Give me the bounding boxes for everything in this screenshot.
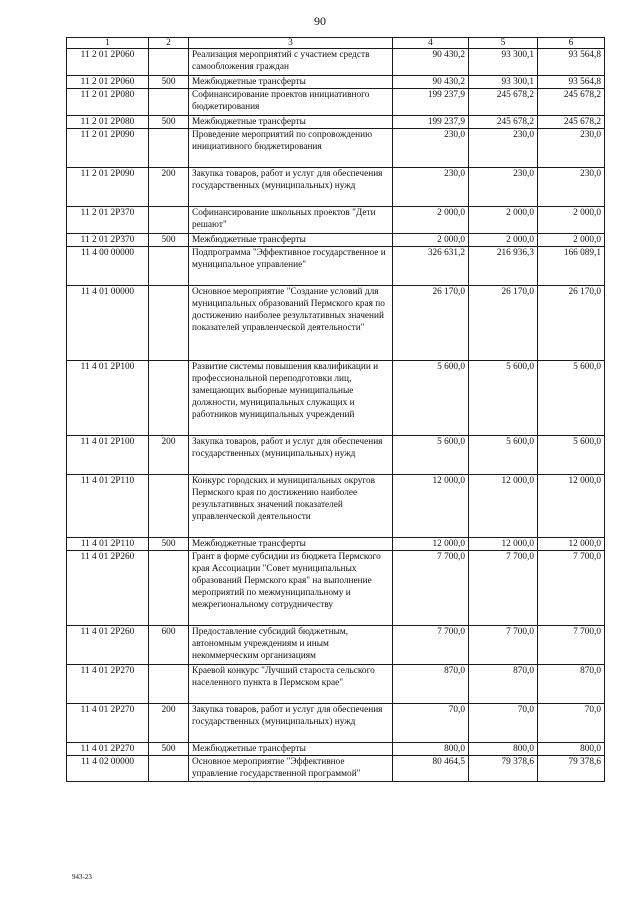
amount-year-2-cell: 2 000,0	[469, 207, 538, 234]
budget-code-cell: 11 2 01 2P090	[67, 168, 149, 207]
table-row	[67, 286, 605, 361]
table-row	[67, 207, 605, 234]
item-name-cell: Подпрограмма "Эффективное государственное и муниципальное управление"	[189, 247, 393, 286]
expense-type-cell	[149, 361, 189, 436]
amount-year-1-cell: 5 600,0	[393, 436, 469, 475]
item-name-cell: Основное мероприятие "Создание условий для муниципальных образований Пермского края по достижению наиболее результативных значений показателей управленческой деятельности"	[189, 286, 393, 361]
amount-year-1-cell: 90 430,2	[393, 76, 469, 89]
amount-year-1-cell: 199 237,9	[393, 116, 469, 129]
expense-type-cell: 200	[149, 704, 189, 743]
amount-year-2-cell: 216 936,3	[469, 247, 538, 286]
amount-year-2-cell: 7 700,0	[469, 626, 538, 665]
expense-type-cell	[149, 89, 189, 116]
amount-year-3-cell: 79 378,6	[538, 756, 605, 782]
budget-code-cell: 11 4 01 2P260	[67, 626, 149, 665]
amount-year-2-cell: 230,0	[469, 168, 538, 207]
table-row	[67, 704, 605, 743]
amount-year-1-cell: 326 631,2	[393, 247, 469, 286]
budget-code-cell: 11 4 01 2P270	[67, 743, 149, 756]
expense-type-cell	[149, 49, 189, 76]
column-header: 2	[149, 38, 189, 49]
budget-code-cell: 11 4 00 00000	[67, 247, 149, 286]
item-name-cell: Развитие системы повышения квалификации и профессиональной переподготовки лиц, замещающих выборные муниципальные должности, муниципальных служащих и работников муниципальных учреждений	[189, 361, 393, 436]
amount-year-1-cell: 90 430,2	[393, 49, 469, 76]
item-name-cell: Межбюджетные трансферты	[189, 743, 393, 756]
item-name-cell: Межбюджетные трансферты	[189, 234, 393, 247]
column-header: 5	[469, 38, 538, 49]
amount-year-1-cell: 12 000,0	[393, 475, 469, 538]
item-name-cell: Закупка товаров, работ и услуг для обеспечения государственных (муниципальных) нужд	[189, 704, 393, 743]
budget-code-cell: 11 2 01 2P060	[67, 76, 149, 89]
budget-code-cell: 11 2 01 2P370	[67, 207, 149, 234]
amount-year-2-cell: 79 378,6	[469, 756, 538, 782]
amount-year-2-cell: 230,0	[469, 129, 538, 168]
item-name-cell: Проведение мероприятий по сопровождению инициативного бюджетирования	[189, 129, 393, 168]
amount-year-1-cell: 2 000,0	[393, 234, 469, 247]
amount-year-1-cell: 2 000,0	[393, 207, 469, 234]
table-header-row	[67, 38, 605, 49]
amount-year-2-cell: 245 678,2	[469, 116, 538, 129]
amount-year-3-cell: 7 700,0	[538, 626, 605, 665]
expense-type-cell	[149, 551, 189, 626]
amount-year-3-cell: 12 000,0	[538, 475, 605, 538]
table-row	[67, 116, 605, 129]
amount-year-2-cell: 5 600,0	[469, 436, 538, 475]
table-row	[67, 247, 605, 286]
amount-year-3-cell: 93 564,8	[538, 49, 605, 76]
amount-year-1-cell: 26 170,0	[393, 286, 469, 361]
table-row	[67, 475, 605, 538]
amount-year-3-cell: 230,0	[538, 129, 605, 168]
amount-year-3-cell: 70,0	[538, 704, 605, 743]
amount-year-3-cell: 166 089,1	[538, 247, 605, 286]
budget-code-cell: 11 4 01 2P100	[67, 436, 149, 475]
table-row	[67, 743, 605, 756]
table-row	[67, 361, 605, 436]
budget-code-cell: 11 2 01 2P080	[67, 89, 149, 116]
item-name-cell: Грант в форме субсидии из бюджета Пермского края Ассоциации "Совет муниципальных образований Пермского края" на выполнение мероприятий по межмуниципальному и межрегиональному сотрудничеству	[189, 551, 393, 626]
amount-year-3-cell: 2 000,0	[538, 207, 605, 234]
amount-year-2-cell: 12 000,0	[469, 538, 538, 551]
column-header: 6	[538, 38, 605, 49]
budget-code-cell: 11 2 01 2P090	[67, 129, 149, 168]
budget-code-cell: 11 4 01 2P100	[67, 361, 149, 436]
amount-year-3-cell: 93 564,8	[538, 76, 605, 89]
item-name-cell: Краевой конкурс "Лучший староста сельского населенного пункта в Пермском крае"	[189, 665, 393, 704]
budget-code-cell: 11 4 01 2P110	[67, 475, 149, 538]
table-row	[67, 49, 605, 76]
expense-type-cell	[149, 475, 189, 538]
expense-type-cell: 500	[149, 234, 189, 247]
item-name-cell: Закупка товаров, работ и услуг для обеспечения государственных (муниципальных) нужд	[189, 436, 393, 475]
amount-year-2-cell: 800,0	[469, 743, 538, 756]
amount-year-3-cell: 245 678,2	[538, 89, 605, 116]
table-row	[67, 76, 605, 89]
budget-code-cell: 11 2 01 2P080	[67, 116, 149, 129]
amount-year-2-cell: 93 300,1	[469, 49, 538, 76]
amount-year-3-cell: 7 700,0	[538, 551, 605, 626]
table-row	[67, 168, 605, 207]
amount-year-2-cell: 26 170,0	[469, 286, 538, 361]
amount-year-1-cell: 80 464,5	[393, 756, 469, 782]
expense-type-cell	[149, 247, 189, 286]
table-row	[67, 551, 605, 626]
table-row	[67, 756, 605, 782]
item-name-cell: Закупка товаров, работ и услуг для обеспечения государственных (муниципальных) нужд	[189, 168, 393, 207]
amount-year-3-cell: 5 600,0	[538, 436, 605, 475]
amount-year-2-cell: 870,0	[469, 665, 538, 704]
table-row	[67, 626, 605, 665]
expense-type-cell: 600	[149, 626, 189, 665]
budget-code-cell: 11 4 01 2P110	[67, 538, 149, 551]
column-header: 4	[393, 38, 469, 49]
amount-year-2-cell: 7 700,0	[469, 551, 538, 626]
expense-type-cell: 500	[149, 743, 189, 756]
expense-type-cell: 500	[149, 76, 189, 89]
amount-year-2-cell: 245 678,2	[469, 89, 538, 116]
amount-year-1-cell: 800,0	[393, 743, 469, 756]
table-row	[67, 129, 605, 168]
amount-year-3-cell: 870,0	[538, 665, 605, 704]
amount-year-1-cell: 199 237,9	[393, 89, 469, 116]
amount-year-1-cell: 7 700,0	[393, 551, 469, 626]
item-name-cell: Предоставление субсидий бюджетным, автономным учреждениям и иным некоммерческим организациям	[189, 626, 393, 665]
item-name-cell: Межбюджетные трансферты	[189, 76, 393, 89]
amount-year-2-cell: 5 600,0	[469, 361, 538, 436]
expense-type-cell	[149, 207, 189, 234]
amount-year-2-cell: 93 300,1	[469, 76, 538, 89]
amount-year-1-cell: 70,0	[393, 704, 469, 743]
budget-code-cell: 11 4 02 00000	[67, 756, 149, 782]
expense-type-cell: 500	[149, 116, 189, 129]
expense-type-cell	[149, 665, 189, 704]
table-row	[67, 538, 605, 551]
expense-type-cell	[149, 756, 189, 782]
expense-type-cell	[149, 286, 189, 361]
budget-code-cell: 11 4 01 2P270	[67, 704, 149, 743]
page-number: 90	[314, 14, 326, 28]
amount-year-3-cell: 245 678,2	[538, 116, 605, 129]
budget-code-cell: 11 4 01 00000	[67, 286, 149, 361]
item-name-cell: Межбюджетные трансферты	[189, 538, 393, 551]
item-name-cell: Межбюджетные трансферты	[189, 116, 393, 129]
amount-year-3-cell: 800,0	[538, 743, 605, 756]
budget-table	[66, 37, 605, 782]
amount-year-2-cell: 70,0	[469, 704, 538, 743]
amount-year-1-cell: 5 600,0	[393, 361, 469, 436]
table-row	[67, 89, 605, 116]
expense-type-cell: 500	[149, 538, 189, 551]
table-row	[67, 234, 605, 247]
amount-year-1-cell: 12 000,0	[393, 538, 469, 551]
item-name-cell: Софинансирование проектов инициативного бюджетирования	[189, 89, 393, 116]
expense-type-cell	[149, 129, 189, 168]
item-name-cell: Конкурс городских и муниципальных округов Пермского края по достижению наиболее результативных значений показателей управленческой деятельности	[189, 475, 393, 538]
amount-year-3-cell: 5 600,0	[538, 361, 605, 436]
expense-type-cell: 200	[149, 436, 189, 475]
amount-year-2-cell: 2 000,0	[469, 234, 538, 247]
table-row	[67, 436, 605, 475]
amount-year-1-cell: 230,0	[393, 129, 469, 168]
expense-type-cell: 200	[149, 168, 189, 207]
amount-year-1-cell: 230,0	[393, 168, 469, 207]
amount-year-2-cell: 12 000,0	[469, 475, 538, 538]
budget-code-cell: 11 2 01 2P370	[67, 234, 149, 247]
amount-year-3-cell: 2 000,0	[538, 234, 605, 247]
amount-year-1-cell: 870,0	[393, 665, 469, 704]
table-row	[67, 665, 605, 704]
footer-code: 943-23	[72, 873, 92, 881]
amount-year-1-cell: 7 700,0	[393, 626, 469, 665]
amount-year-3-cell: 12 000,0	[538, 538, 605, 551]
item-name-cell: Основное мероприятие "Эффективное управление государственной программой"	[189, 756, 393, 782]
budget-code-cell: 11 4 01 2P270	[67, 665, 149, 704]
amount-year-3-cell: 230,0	[538, 168, 605, 207]
column-header: 1	[67, 38, 149, 49]
budget-code-cell: 11 4 01 2P260	[67, 551, 149, 626]
budget-code-cell: 11 2 01 2P060	[67, 49, 149, 76]
item-name-cell: Софинансирование школьных проектов "Дети решают"	[189, 207, 393, 234]
column-header: 3	[189, 38, 393, 49]
item-name-cell: Реализация мероприятий с участием средств самообложения граждан	[189, 49, 393, 76]
amount-year-3-cell: 26 170,0	[538, 286, 605, 361]
